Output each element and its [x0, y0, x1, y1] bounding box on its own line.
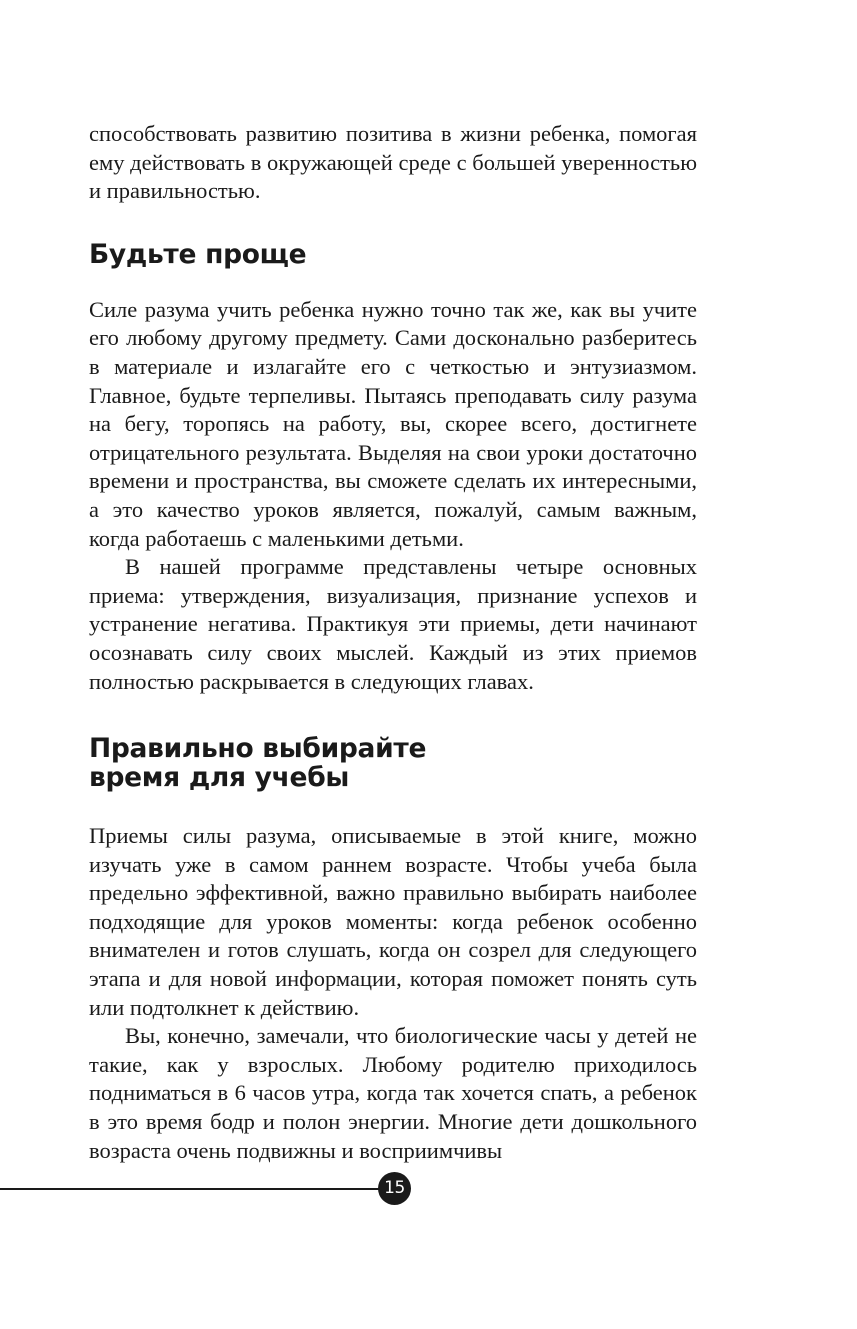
- intro-paragraph: способствовать развитию позитива в жизни ребенка, помогая ему действовать в окружающей среде с большей уверенностью и правильностью.: [89, 121, 697, 204]
- footer-rule: [0, 1188, 380, 1190]
- section-heading-time: [89, 734, 697, 792]
- body-paragraph: Приемы силы разума, описываемые в этой книге, можно изучать уже в самом раннем возрасте. Чтобы учеба была предельно эффективной, важно правильно выбирать наиболее подходящие для уроков моменты: когда ребенок особенно внимателен и готов слушать, когда он созрел для следующего этапа и для новой информации, которая поможет понять суть или подтолкнет к действию.: [89, 823, 697, 1020]
- body-paragraph: Вы, конечно, замечали, что биологические часы у детей не такие, как у взрослых. Любому родителю приходилось подниматься в 6 часов утра, когда так хочется спать, а ребенок в это время бодр и полон энергии. Многие дети дошкольного возраста очень подвижны и восприимчивы: [89, 1023, 697, 1163]
- page-body: [89, 120, 697, 1165]
- body-paragraph: В нашей программе представлены четыре основных приема: утверждения, визуализация, признание успехов и устранение негатива. Практикуя эти приемы, дети начинают осознавать силу своих мыслей. Каждый из этих приемов полностью раскрывается в следующих главах.: [89, 554, 697, 694]
- section-heading-line: время для учебы: [89, 762, 350, 794]
- section-heading-simple: Будьте проще: [89, 238, 307, 270]
- section-heading-line: Правильно выбирайте: [89, 733, 427, 765]
- page-number-badge: 15: [378, 1172, 411, 1205]
- body-paragraph: Силе разума учить ребенка нужно точно так же, как вы учите его любому другому предмету. Сами досконально разберитесь в материале и излагайте его с четкостью и энтузиазмом. Главное, будьте терпеливы. Пытаясь преподавать силу разума на бегу, торопясь на работу, вы, скорее всего, достигнете отрицательного результата. Выделяя на свои уроки достаточно времени и пространства, вы сможете сделать их интересными, а это качество уроков является, пожалуй, самым важным, когда работаешь с маленькими детьми.: [89, 296, 697, 551]
